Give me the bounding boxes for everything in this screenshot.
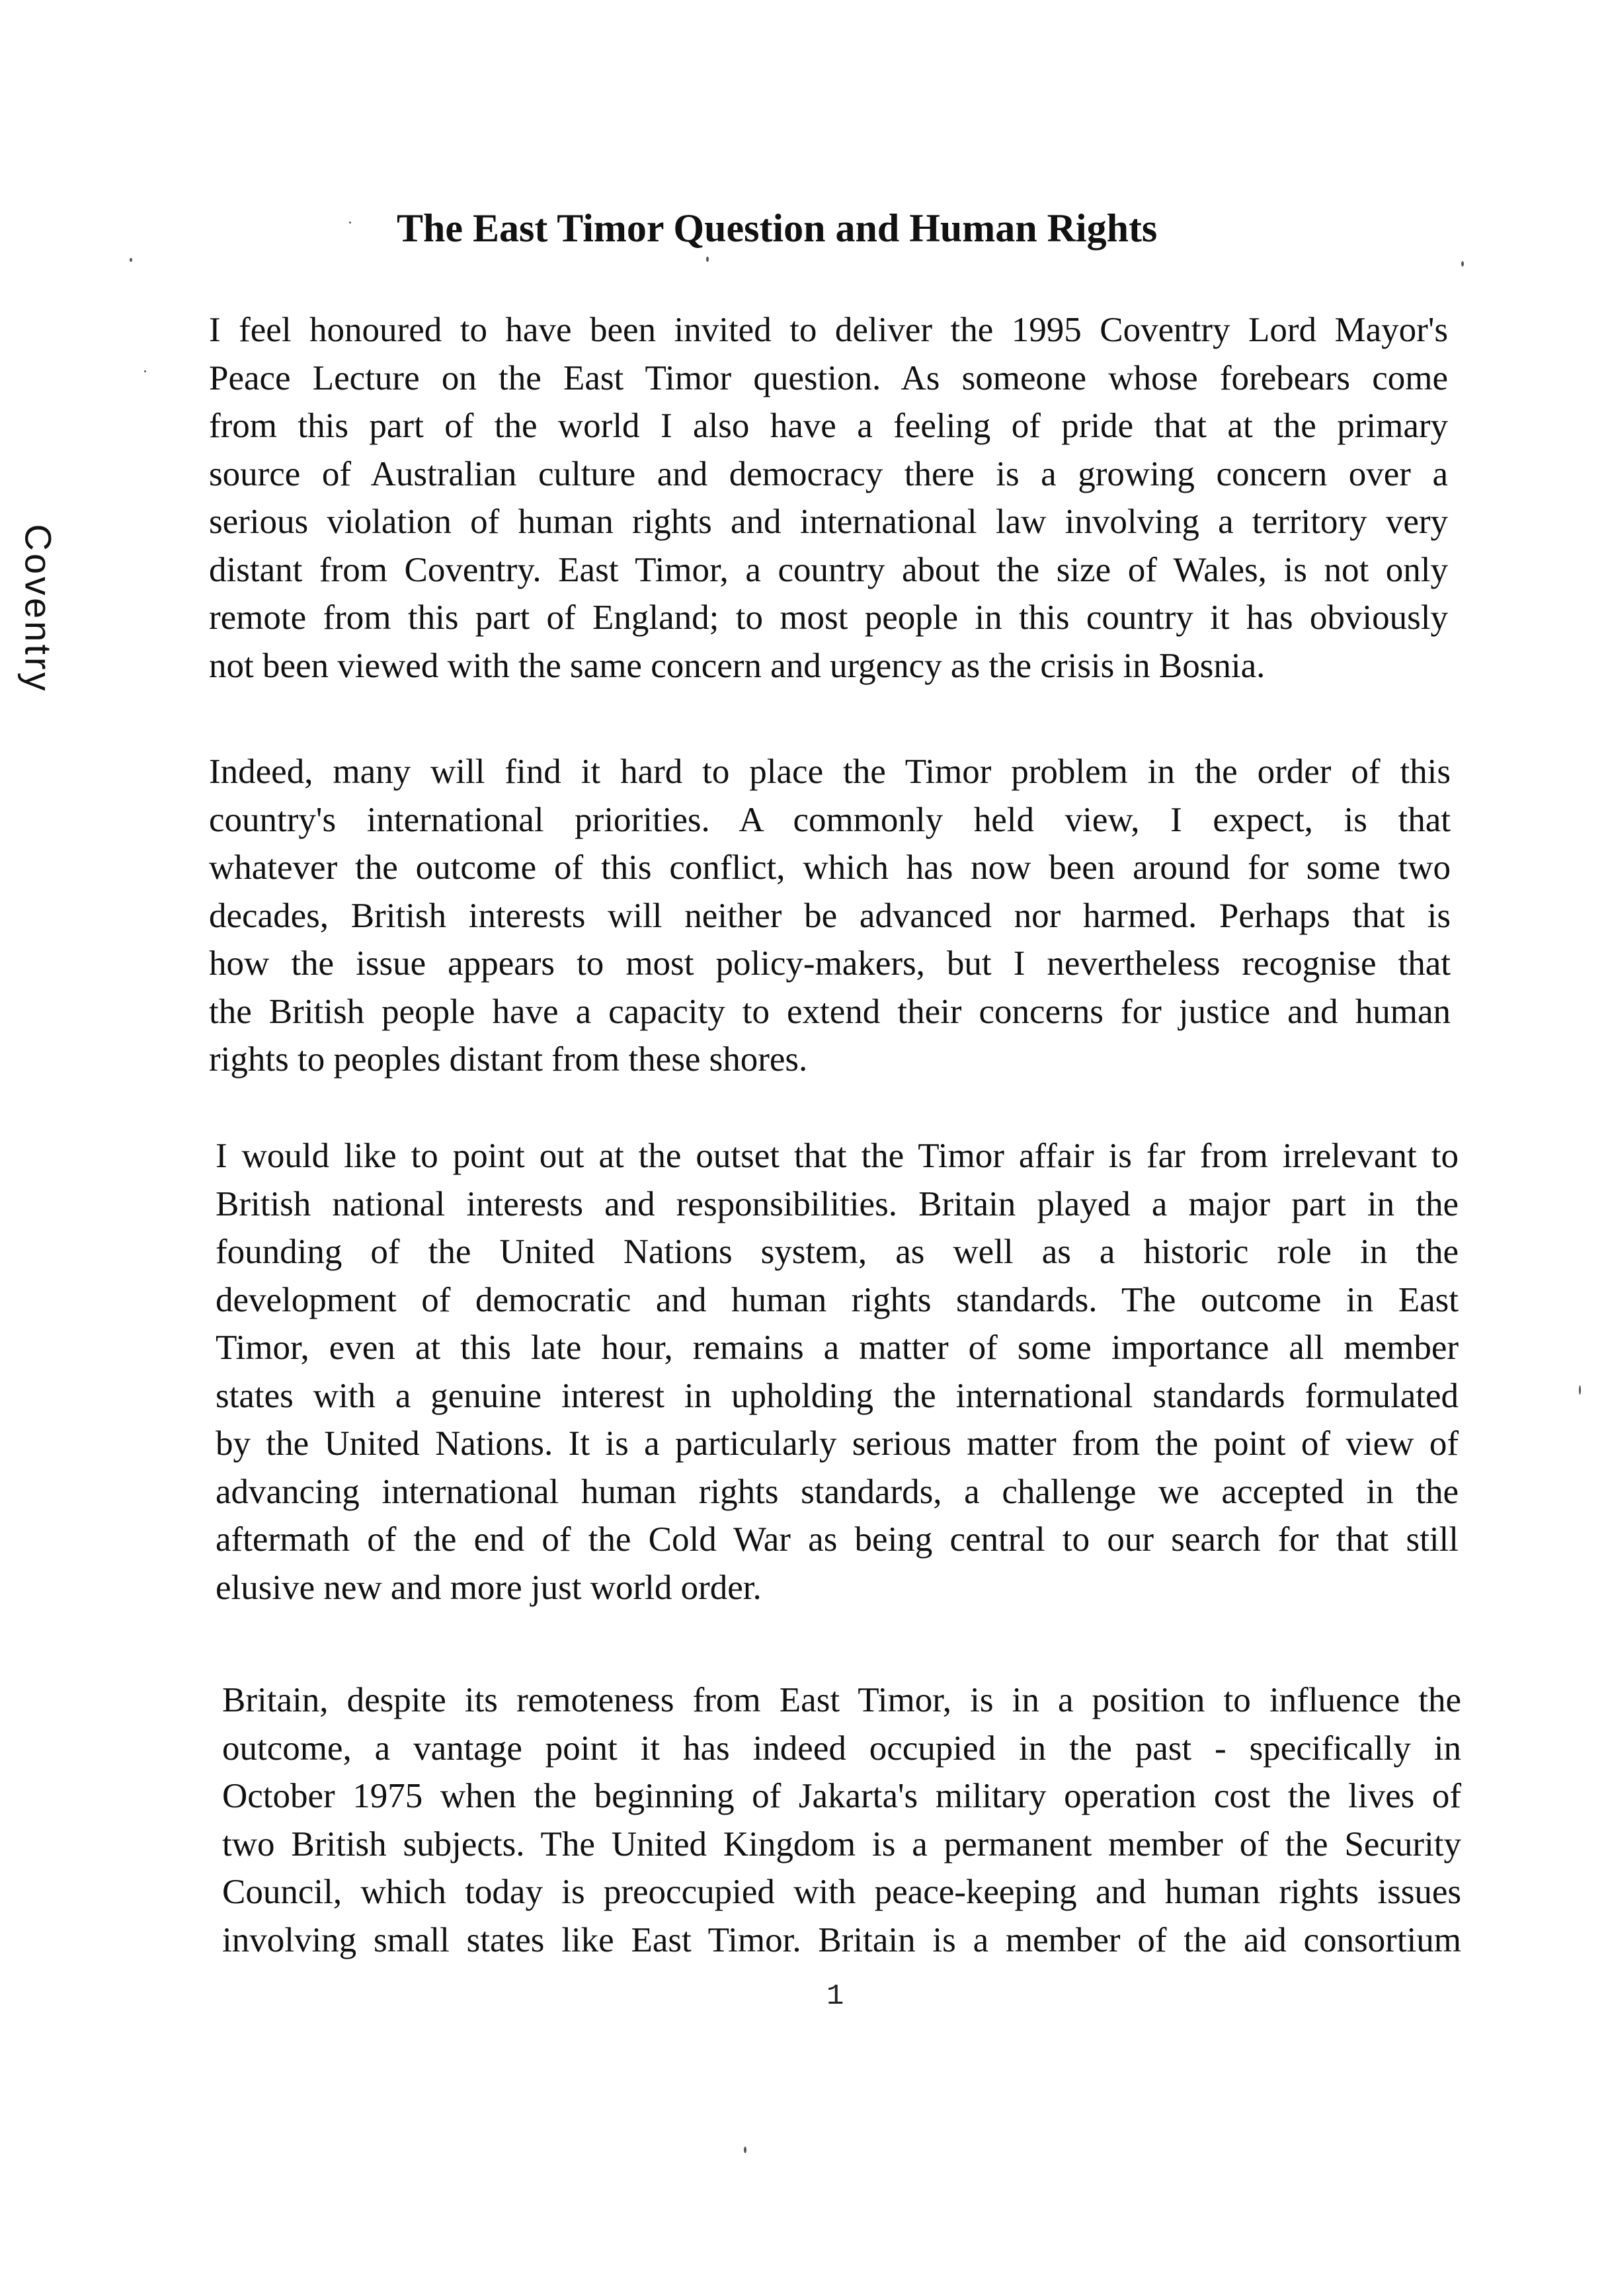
- text-line: rights to peoples distant from these shores.: [209, 1040, 808, 1079]
- text-line: Timor, even at this late hour, remains a matter of some importance all member: [216, 1329, 1459, 1367]
- scan-speck: [130, 258, 132, 262]
- scan-speck: [144, 370, 146, 372]
- text-line: from this part of the world I also have a feeling of pride that at the primary: [209, 407, 1448, 445]
- text-line: distant from Coventry. East Timor, a country about the size of Wales, is not only: [209, 550, 1448, 589]
- margin-mark-text: Coventry: [17, 524, 60, 694]
- text-line: Britain, despite its remoteness from East Timor, is in a position to influence the: [222, 1681, 1461, 1719]
- text-line: not been viewed with the same concern and urgency as the crisis in Bosnia.: [209, 646, 1266, 685]
- paragraph-2: [209, 748, 1451, 1084]
- paragraph-4: [222, 1676, 1461, 1964]
- text-line: serious violation of human rights and international law involving a territory very: [209, 503, 1448, 541]
- text-line: October 1975 when the beginning of Jakarta's military operation cost the lives of: [222, 1777, 1461, 1815]
- text-line: aftermath of the end of the Cold War as being central to our search for that still: [216, 1520, 1459, 1559]
- scan-speck: [706, 257, 709, 262]
- text-line: Council, which today is preoccupied with peace-keeping and human rights issues: [222, 1873, 1461, 1911]
- page-number: 1: [826, 1980, 844, 2013]
- text-line: involving small states like East Timor. Britain is a member of the aid consortium: [222, 1920, 1461, 1959]
- text-line: two British subjects. The United Kingdom is a permanent member of the Security: [222, 1824, 1461, 1864]
- text-line: Indeed, many will find it hard to place the Timor problem in the order of this: [209, 753, 1451, 791]
- text-line: by the United Nations. It is a particularly serious matter from the point of view of: [216, 1424, 1459, 1463]
- text-line: decades, British interests will neither be advanced nor harmed. Perhaps that is: [209, 896, 1451, 935]
- text-line: I would like to point out at the outset that the Timor affair is far from irrelevant to: [216, 1137, 1459, 1175]
- scan-speck: [1461, 261, 1464, 266]
- scan-speck: [1579, 1385, 1581, 1395]
- text-line: advancing international human rights standards, a challenge we accepted in the: [216, 1472, 1459, 1511]
- scan-speck: [349, 222, 351, 224]
- text-line: remote from this part of England; to most people in this country it has obviously: [209, 598, 1448, 637]
- text-line: states with a genuine interest in upholding the international standards formulated: [216, 1376, 1459, 1415]
- text-line: outcome, a vantage point it has indeed occupied in the past - specifically in: [222, 1729, 1461, 1768]
- text-line: the British people have a capacity to extend their concerns for justice and human: [209, 992, 1451, 1031]
- paragraph-3: [216, 1132, 1459, 1612]
- text-line: source of Australian culture and democracy there is a growing concern over a: [209, 454, 1448, 493]
- text-line: founding of the United Nations system, as well as a historic role in the: [216, 1233, 1459, 1271]
- text-line: elusive new and more just world order.: [216, 1568, 762, 1607]
- text-line: development of democratic and human rights standards. The outcome in East: [216, 1280, 1459, 1319]
- paragraph-1: [209, 306, 1448, 690]
- text-line: British national interests and responsibilities. Britain played a major part in the: [216, 1184, 1459, 1223]
- margin-handwritten-mark: [5, 509, 60, 800]
- text-line: country's international priorities. A commonly held view, I expect, is that: [209, 800, 1451, 839]
- document-title: The East Timor Question and Human Rights: [397, 206, 1158, 250]
- text-line: how the issue appears to most policy-makers, but I nevertheless recognise that: [209, 944, 1451, 983]
- text-line: whatever the outcome of this conflict, which has now been around for some two: [209, 848, 1451, 887]
- text-line: I feel honoured to have been invited to deliver the 1995 Coventry Lord Mayor's: [209, 311, 1448, 349]
- text-line: Peace Lecture on the East Timor question. As someone whose forebears come: [209, 358, 1448, 397]
- scan-speck: [744, 2147, 746, 2153]
